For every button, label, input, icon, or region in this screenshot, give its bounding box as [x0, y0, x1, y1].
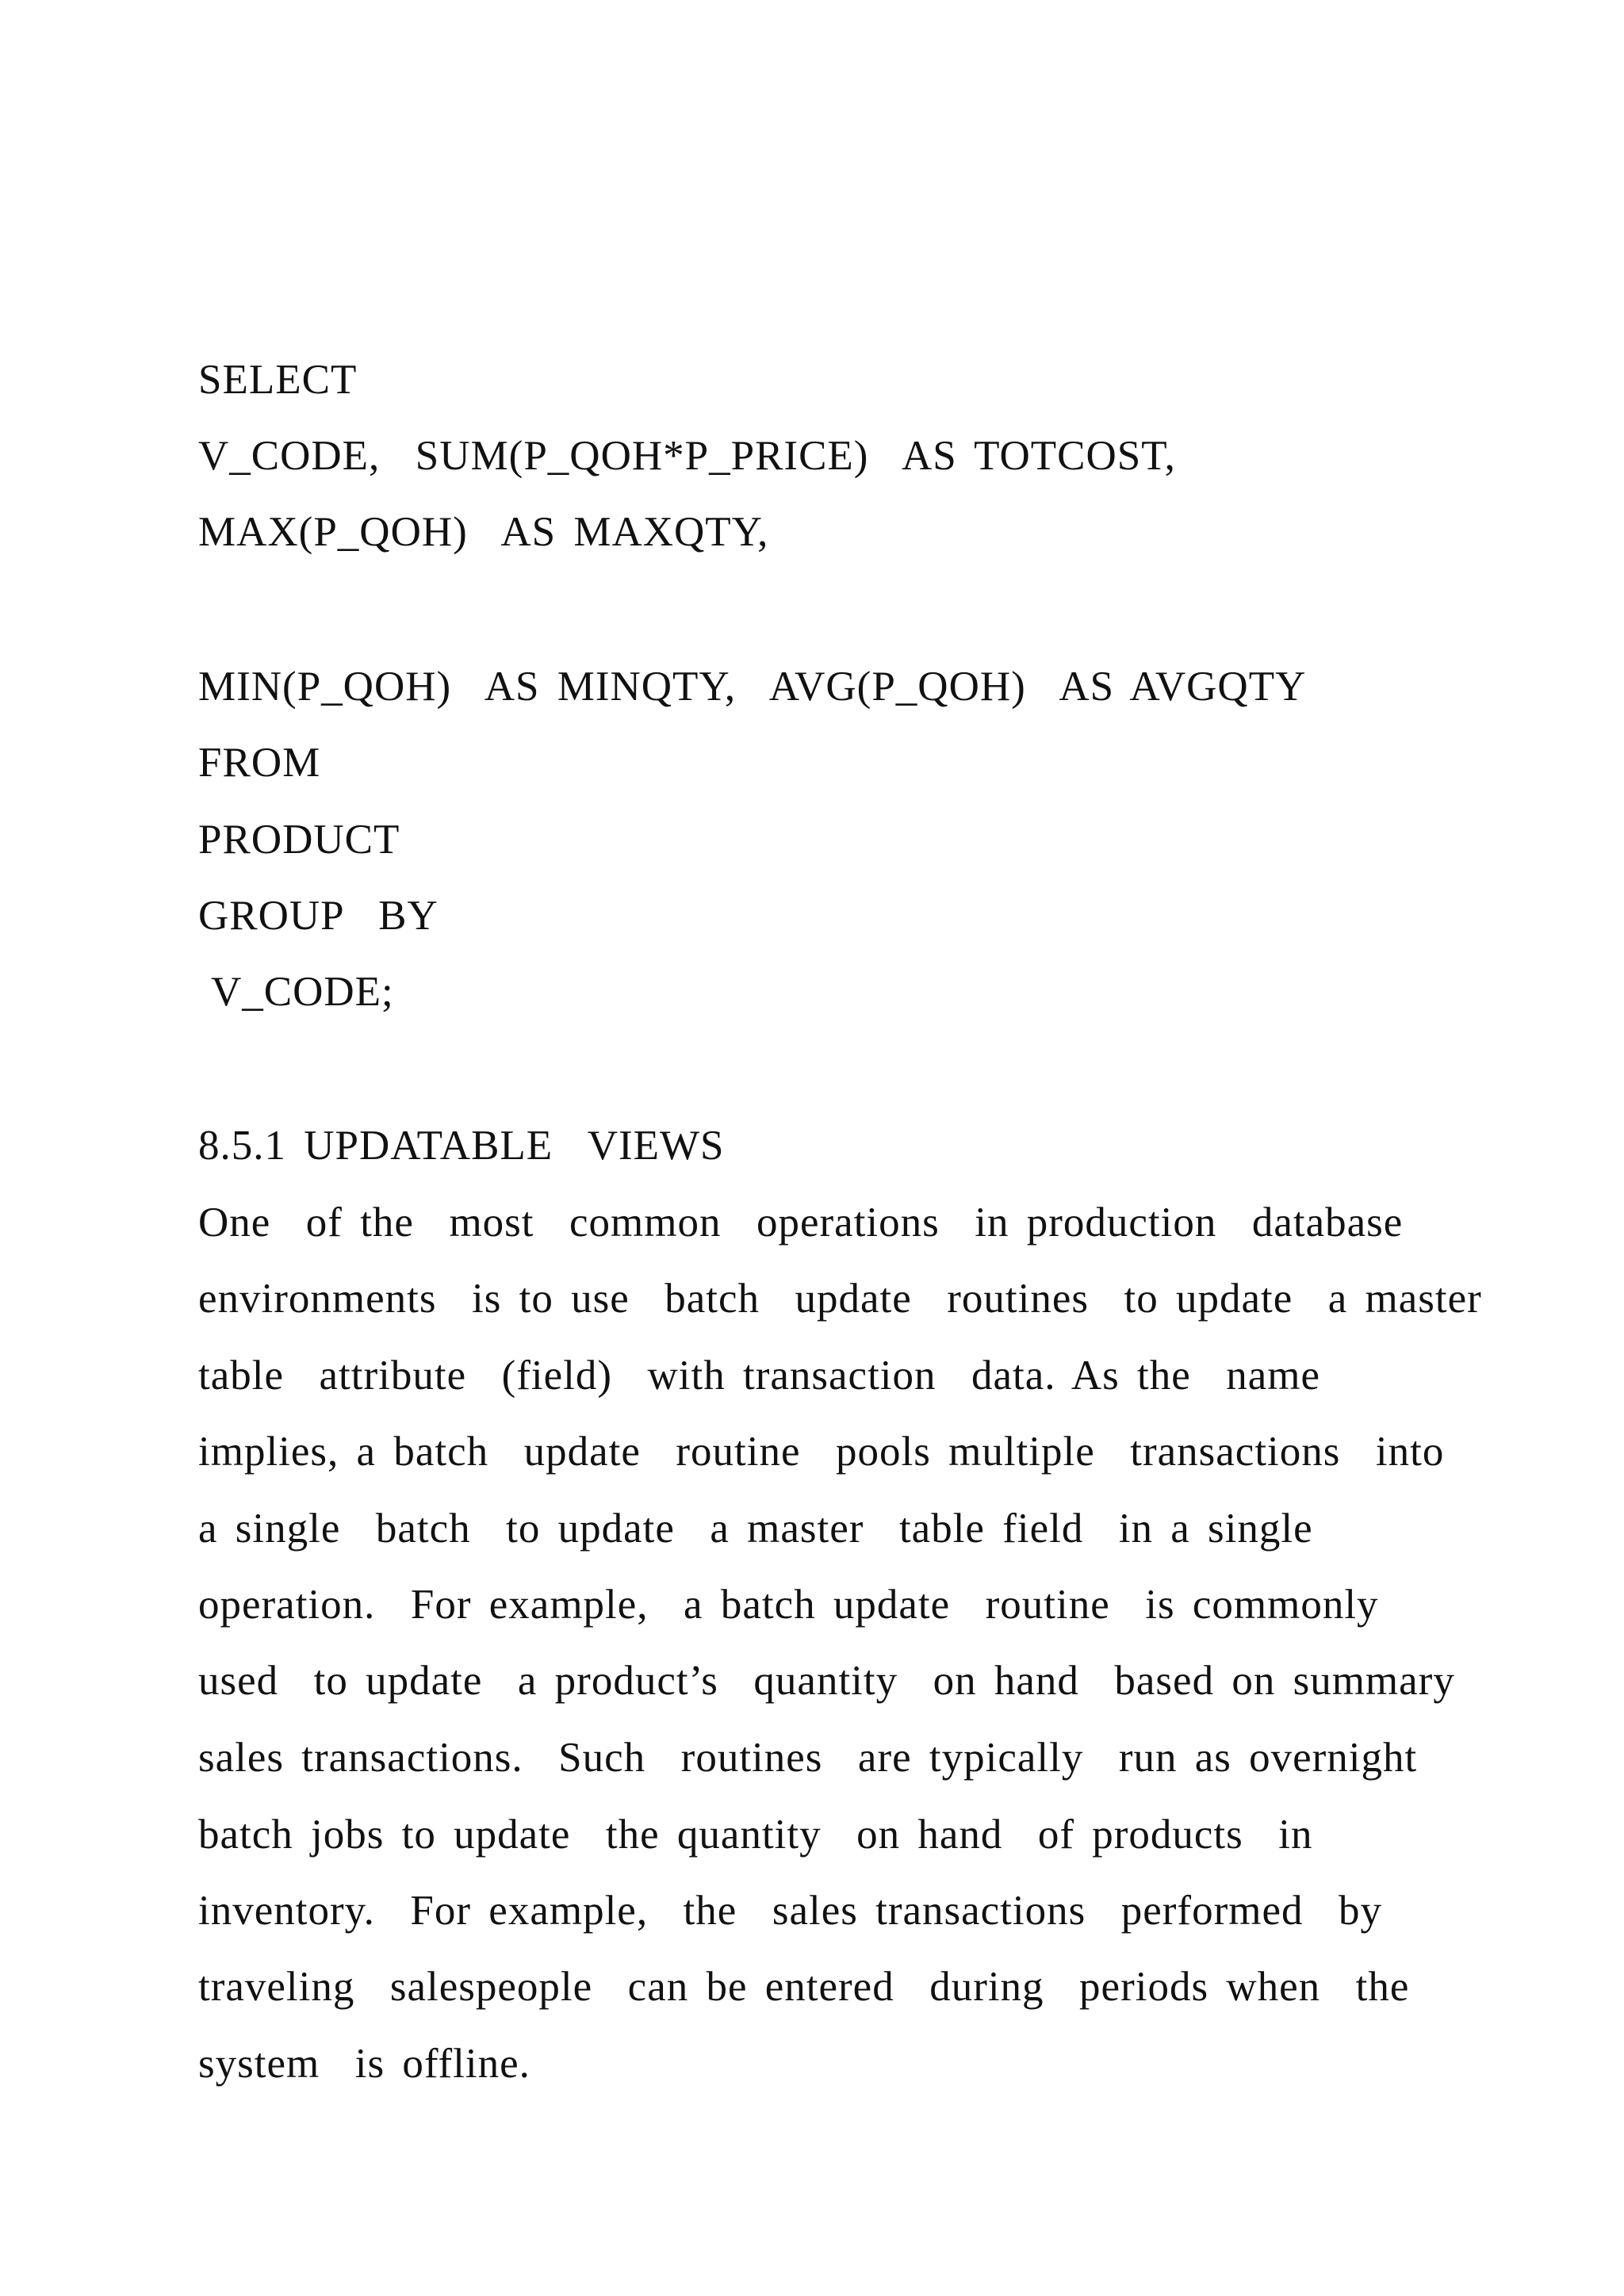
paragraph-line: a single batch to update a master table field in a single	[198, 1506, 1313, 1552]
code-line-from: FROM	[198, 740, 321, 786]
code-line-vcode-sum: V_CODE, SUM(P_QOH*P_PRICE) AS TOTCOST,	[198, 433, 1176, 479]
code-line-select: SELECT	[198, 357, 358, 403]
paragraph-line: system is offline.	[198, 2041, 530, 2087]
code-line-group-by: GROUP BY	[198, 893, 439, 939]
code-line-max: MAX(P_QOH) AS MAXQTY,	[198, 509, 769, 555]
section-heading: 8.5.1 UPDATABLE VIEWS	[198, 1123, 725, 1169]
paragraph-line: batch jobs to update the quantity on hand of products in	[198, 1812, 1313, 1858]
paragraph-line: sales transactions. Such routines are typically run as overnight	[198, 1735, 1418, 1781]
paragraph-line: traveling salespeople can be entered during periods when the	[198, 1964, 1410, 2010]
paragraph-line: operation. For example, a batch update routine is commonly	[198, 1582, 1379, 1628]
code-line-product: PRODUCT	[198, 817, 400, 863]
code-line-min-avg: MIN(P_QOH) AS MINQTY, AVG(P_QOH) AS AVGQTY	[198, 664, 1307, 710]
paragraph-line: implies, a batch update routine pools multiple transactions into	[198, 1429, 1445, 1475]
paragraph-line: table attribute (field) with transaction data. As the name	[198, 1353, 1321, 1399]
paragraph-line: One of the most common operations in production database	[198, 1200, 1404, 1246]
paragraph-line: environments is to use batch update routines to update a master	[198, 1276, 1482, 1322]
paragraph-line: inventory. For example, the sales transactions performed by	[198, 1888, 1382, 1934]
code-line-vcode: V_CODE;	[211, 969, 394, 1015]
paragraph-line: used to update a product’s quantity on hand based on summary	[198, 1658, 1455, 1704]
